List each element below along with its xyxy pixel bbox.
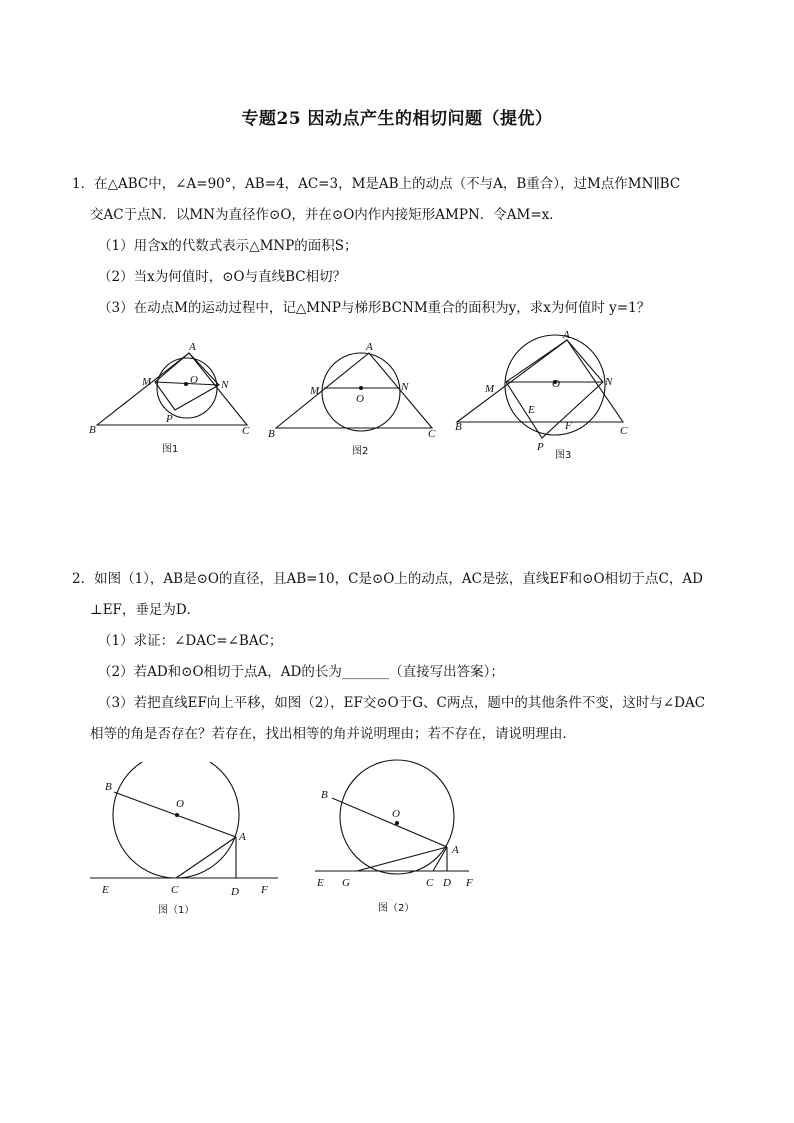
label-c: C xyxy=(428,428,436,440)
label-o: O xyxy=(356,393,364,405)
q1-stem-line1: 1．在△ABC中，∠A=90°，AB=4，AC=3，M是AB上的动点（不与A，B重合），过M点作MN∥BC xyxy=(72,176,681,192)
label-c: C xyxy=(242,425,250,437)
chord-ac xyxy=(176,837,236,878)
q2-sub3: （3）若把直线EF向上平移，如图（2），EF交⊙O于G、C两点，题中的其他条件不变，这时与∠DAC xyxy=(98,695,706,711)
label-n: N xyxy=(221,379,229,391)
label-o: O xyxy=(552,378,560,390)
label-o: O xyxy=(392,808,400,820)
label-o: O xyxy=(190,374,198,386)
q2-stem-line1: 2．如图（1），AB是⊙O的直径，且AB=10，C是⊙O上的动点，AC是弦，直线EF和⊙O相切于点C，AD xyxy=(72,571,703,587)
label-a: A xyxy=(239,831,246,843)
q1-sub1: （1）用含x的代数式表示△MNP的面积S； xyxy=(98,238,358,254)
figure-caption: 图（2） xyxy=(378,903,415,914)
figure-caption: 图（1） xyxy=(158,905,195,916)
circle-o xyxy=(113,762,239,878)
q1-sub3: （3）在动点M的运动过程中，记△MNP与梯形BCNM重合的面积为y，求x为何值时 y=1？ xyxy=(98,300,651,316)
label-a: A xyxy=(366,341,373,353)
center-dot xyxy=(395,821,399,825)
label-c: C xyxy=(620,425,628,437)
center-dot xyxy=(184,382,188,386)
diameter-ab xyxy=(332,798,447,847)
label-b: B xyxy=(105,781,112,793)
label-a: A xyxy=(563,330,570,341)
label-n: N xyxy=(605,376,613,388)
circle-o xyxy=(157,358,217,418)
q1-figure-3 xyxy=(451,330,651,465)
q2-sub1: （1）求证：∠DAC=∠BAC； xyxy=(98,633,283,649)
q2-figure-2 xyxy=(313,758,493,920)
figure-caption: 图3 xyxy=(555,450,572,461)
label-c: C xyxy=(171,884,179,896)
center-dot xyxy=(359,386,363,390)
diameter-ab xyxy=(114,792,236,837)
label-o: O xyxy=(176,798,184,810)
q2-figure-1 xyxy=(88,762,288,924)
page-title: 专题25 因动点产生的相切问题（提优） xyxy=(241,109,553,129)
label-p: P xyxy=(166,413,173,425)
q2-sub4: 相等的角是否存在？若存在，找出相等的角并说明理由；若不存在，请说明理由． xyxy=(90,726,576,742)
label-f: F xyxy=(565,420,572,432)
label-c: C xyxy=(426,877,434,889)
q2-sub2: （2）若AD和⊙O相切于点A，AD的长为_______（直接写出答案）； xyxy=(98,664,504,680)
q2-stem-line2: ⊥EF，垂足为D． xyxy=(90,602,201,618)
label-f: F xyxy=(261,884,268,896)
figure-caption: 图1 xyxy=(162,444,179,455)
label-n: N xyxy=(401,381,409,393)
label-f: F xyxy=(466,877,473,889)
label-a: A xyxy=(189,341,196,353)
q1-sub2: （2）当x为何值时，⊙O与直线BC相切？ xyxy=(98,269,347,285)
label-m: M xyxy=(485,383,495,395)
rectangle-ampn xyxy=(155,353,219,410)
center-dot xyxy=(175,813,179,817)
figure-caption: 图2 xyxy=(352,446,369,457)
label-b: B xyxy=(321,789,328,801)
label-d: D xyxy=(443,877,451,889)
label-e: E xyxy=(102,884,109,896)
q1-stem-line2: 交AC于点N．以MN为直径作⊙O，并在⊙O内作内接矩形AMPN．令AM=x． xyxy=(90,207,563,223)
label-e: E xyxy=(528,404,535,416)
label-m: M xyxy=(142,376,152,388)
label-b: B xyxy=(455,421,462,433)
triangle-abc xyxy=(276,353,432,428)
q1-figure-2 xyxy=(262,338,442,458)
label-b: B xyxy=(89,424,96,436)
label-m: M xyxy=(310,385,320,397)
label-p: P xyxy=(537,441,544,453)
label-e: E xyxy=(317,877,324,889)
circle-o xyxy=(322,353,400,431)
label-g: G xyxy=(342,877,350,889)
chord-ag xyxy=(357,847,447,871)
q1-figure-1 xyxy=(86,338,266,458)
label-a: A xyxy=(452,844,459,856)
label-b: B xyxy=(268,428,275,440)
label-d: D xyxy=(231,886,239,898)
